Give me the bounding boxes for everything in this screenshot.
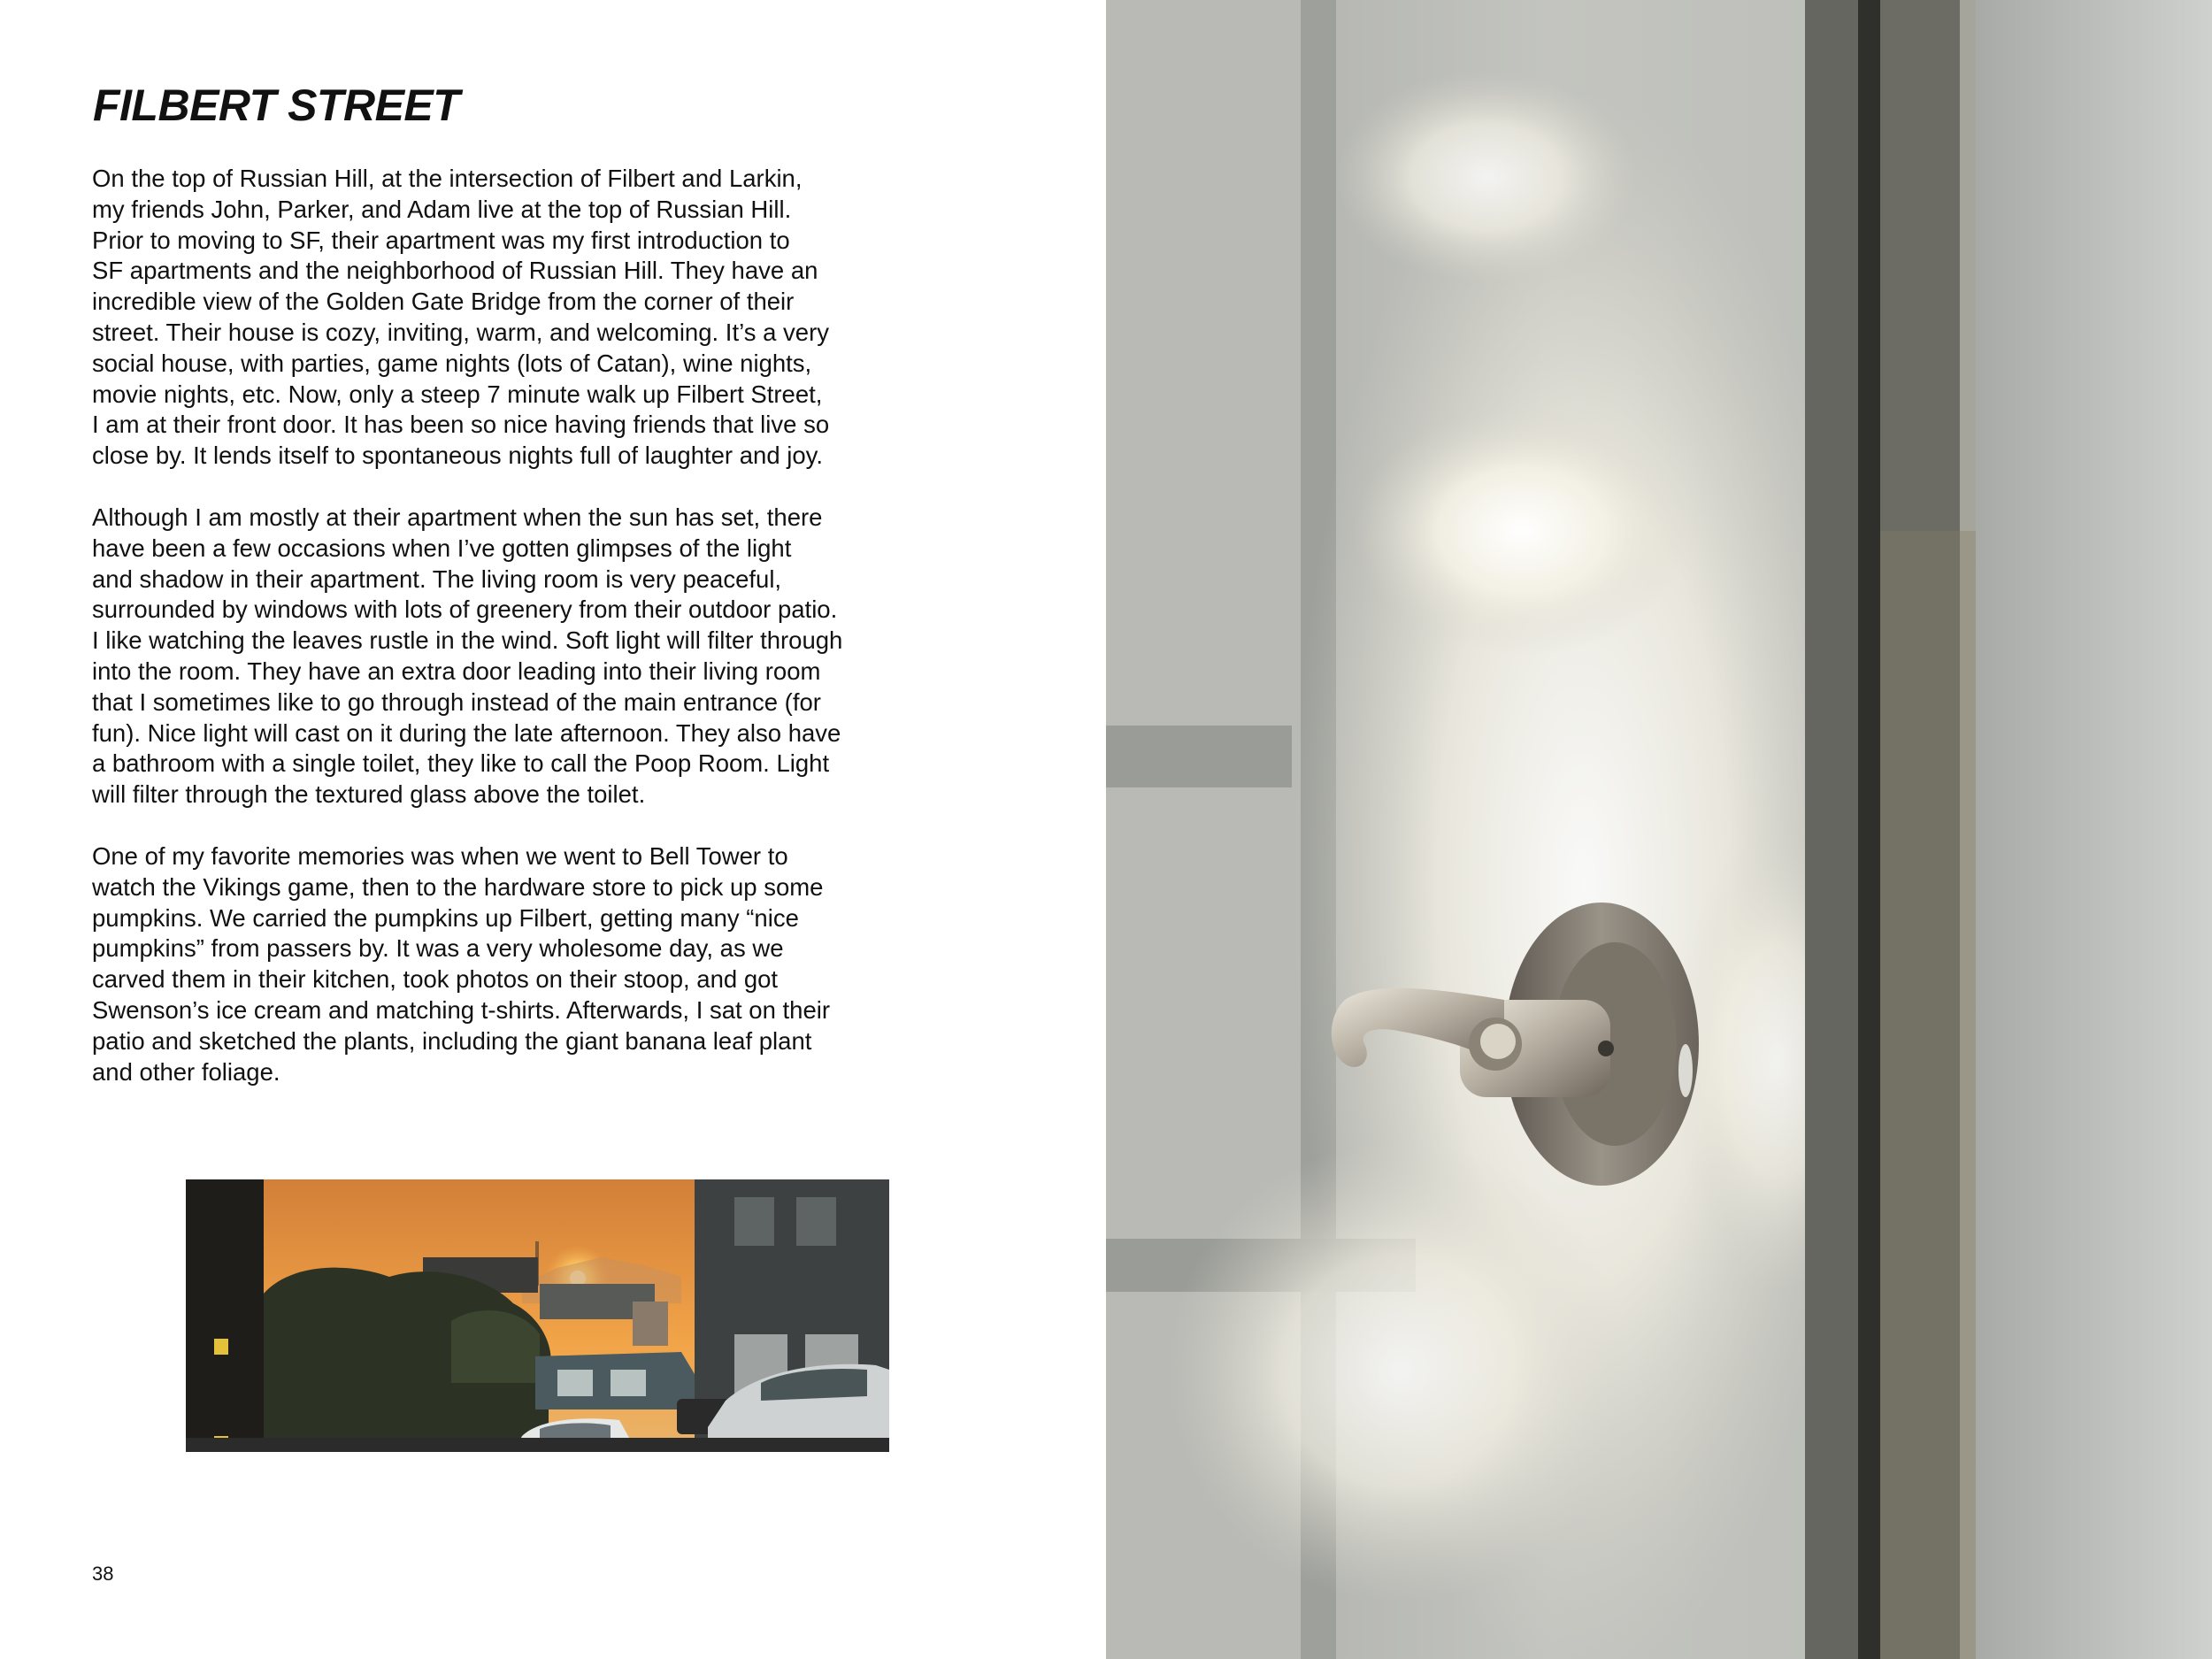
- sunset-street-photo: [186, 1179, 889, 1452]
- page-title: FILBERT STREET: [93, 81, 460, 130]
- paragraph-2: Although I am mostly at their apartment when the sun has set, there have been a few occasions when I’ve gotten glimpses of the light and shadow in their apartment. The living room is very peaceful, surrounded by windows with lots of greenery from their outdoor patio. I like watching the leaves rustle in the wind. Soft light will filter through into the room. They have an extra door leading into their living room that I sometimes like to go through instead of the main entrance (for fun). Nice light will cast on it during the late afternoon. They also have a bathroom with a single toilet, they like to call the Poop Room. Light will filter through the textured glass above the toilet.: [92, 503, 843, 809]
- body-text: [92, 164, 888, 1118]
- door-handle-photo: [1106, 0, 2212, 1659]
- page-number: 38: [92, 1563, 114, 1585]
- paragraph-1: On the top of Russian Hill, at the intersection of Filbert and Larkin, my friends John, Parker, and Adam live at the top of Russian Hill. Prior to moving to SF, their apartment was my first introduction to SF apartments and the neighborhood of Russian Hill. They have an incredible view of the Golden Gate Bridge from the corner of their street. Their house is cozy, inviting, warm, and welcoming. It’s a very social house, with parties, game nights (lots of Catan), wine nights, movie nights, etc. Now, only a steep 7 minute walk up Filbert Street, I am at their front door. It has been so nice having friends that live so close by. It lends itself to spontaneous nights full of laughter and joy.: [92, 165, 830, 470]
- paragraph-3: One of my favorite memories was when we went to Bell Tower to watch the Vikings game, then to the hardware store to pick up some pumpkins. We carried the pumpkins up Filbert, getting many “nice pumpkins” from passers by. It was a very wholesome day, as we carved them in their kitchen, took photos on their stoop, and got Swenson’s ice cream and matching t-shirts. Afterwards, I sat on their patio and sketched the plants, including the giant banana leaf plant and other foliage.: [92, 841, 831, 1086]
